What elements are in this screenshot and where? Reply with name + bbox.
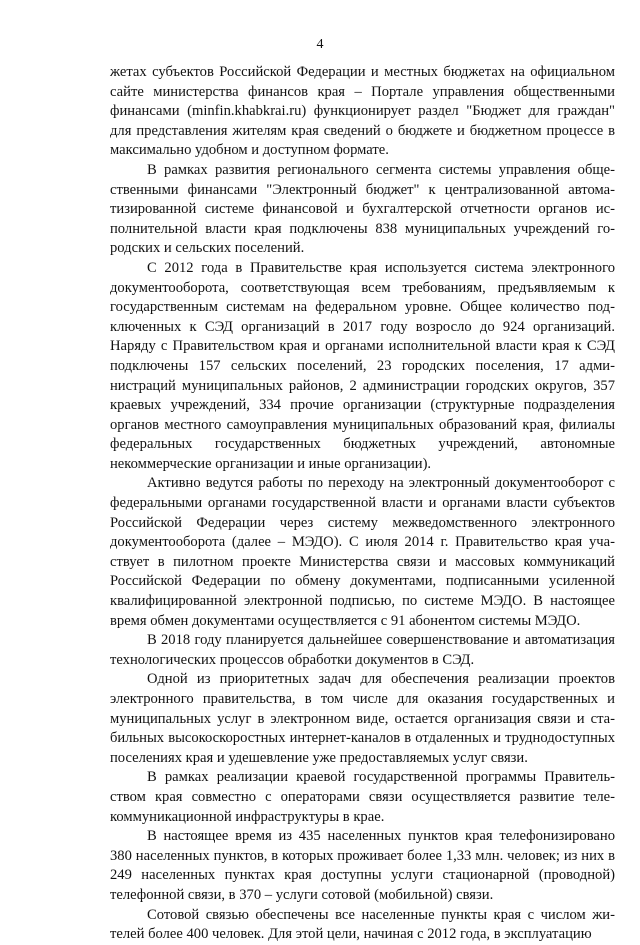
paragraph-telephony: В настоящее время из 435 населенных пунктов края телефонизировано 380 населенных пунктов, в которых проживает более 1,33 млн. человек; из них в 249 населенных пунктах края доступны услуги стационарной (проводной) телефонной связи, в 370 – услуги сотовой (мобильной) связи. <box>110 828 615 903</box>
paragraph-state-program: В рамках реализации краевой государственной программы Правительством края совместно с операторами связи осуществляется развитие телекоммуникационной инфраструктуры в крае. <box>110 769 615 825</box>
paragraph-priority-tasks: Одной из приоритетных задач для обеспечения реализации проектов электронного правительства, в том числе для оказания государственных и муниципальных услуг в электронном виде, остается организация связи и стабильных высокоскоростных интернет-каналов в отдаленных и труднодоступных поселениях края и удешевление уже предоставляемых услуг связи. <box>110 671 615 766</box>
paragraph-cellular: Сотовой связью обеспечены все населенные пункты края с числом жителей более 400 человек. Для этой цели, начиная с 2012 года, в эксплуатацию <box>110 906 615 943</box>
paragraph-budget-portal: жетах субъектов Российской Федерации и местных бюджетах на официальном сайте министерства финансов края – Портале управления общественными финансами (minfin.khabkrai.ru) функционирует раздел "Бюджет для граждан" для представления жителям края сведений о бюджете и бюджетном процессе в максимально удобном и доступном формате. <box>110 64 615 159</box>
document-body <box>110 63 615 945</box>
paragraph-electronic-budget: В рамках развития регионального сегмента системы управления общественными финансами "Электронный бюджет" к централизованной автоматизированной системе финансовой и бухгалтерской отчетности органов исполнительной власти края подключены 838 муниципальных учреждений городских и сельских поселений. <box>110 161 615 257</box>
paragraph-sed-system: С 2012 года в Правительстве края используется система электронного документооборота, соответствующая всем требованиям, предъявляемым к государственным системам на федеральном уровне. Общее количество подключенных к СЭД организаций в 2017 году возросло до 924 организаций. Наряду с Правительством края и органами исполнительной власти края к СЭД подключены 157 сельских поселений, 23 городских поселения, 17 администраций муниципальных районов, 2 администрации городских округов, 357 краевых учреждений, 334 прочие организации (структурные подразделения органов местного самоуправления муниципальных образований края, филиалы федеральных государственных бюджетных учреждений, автономные некоммерческие организации и иные организации). <box>110 259 615 472</box>
paragraph-2018-plans: В 2018 году планируется дальнейшее совершенствование и автоматизация технологических процессов обработки документов в СЭД. <box>110 632 615 668</box>
paragraph-medo: Активно ведутся работы по переходу на электронный документооборот с федеральными органами государственной власти и органами власти субъектов Российской Федерации через систему межведомственного электронного документооборота (далее – МЭДО). С июля 2014 г. Правительство края участвует в пилотном проекте Министерства связи и массовых коммуникаций Российской Федерации по обмену документами, подписанными усиленной квалифицированной электронной подписью, по системе МЭДО. В настоящее время обмен документами осуществляется с 91 абонентом системы МЭДО. <box>110 475 615 629</box>
page-number: 4 <box>316 37 324 52</box>
